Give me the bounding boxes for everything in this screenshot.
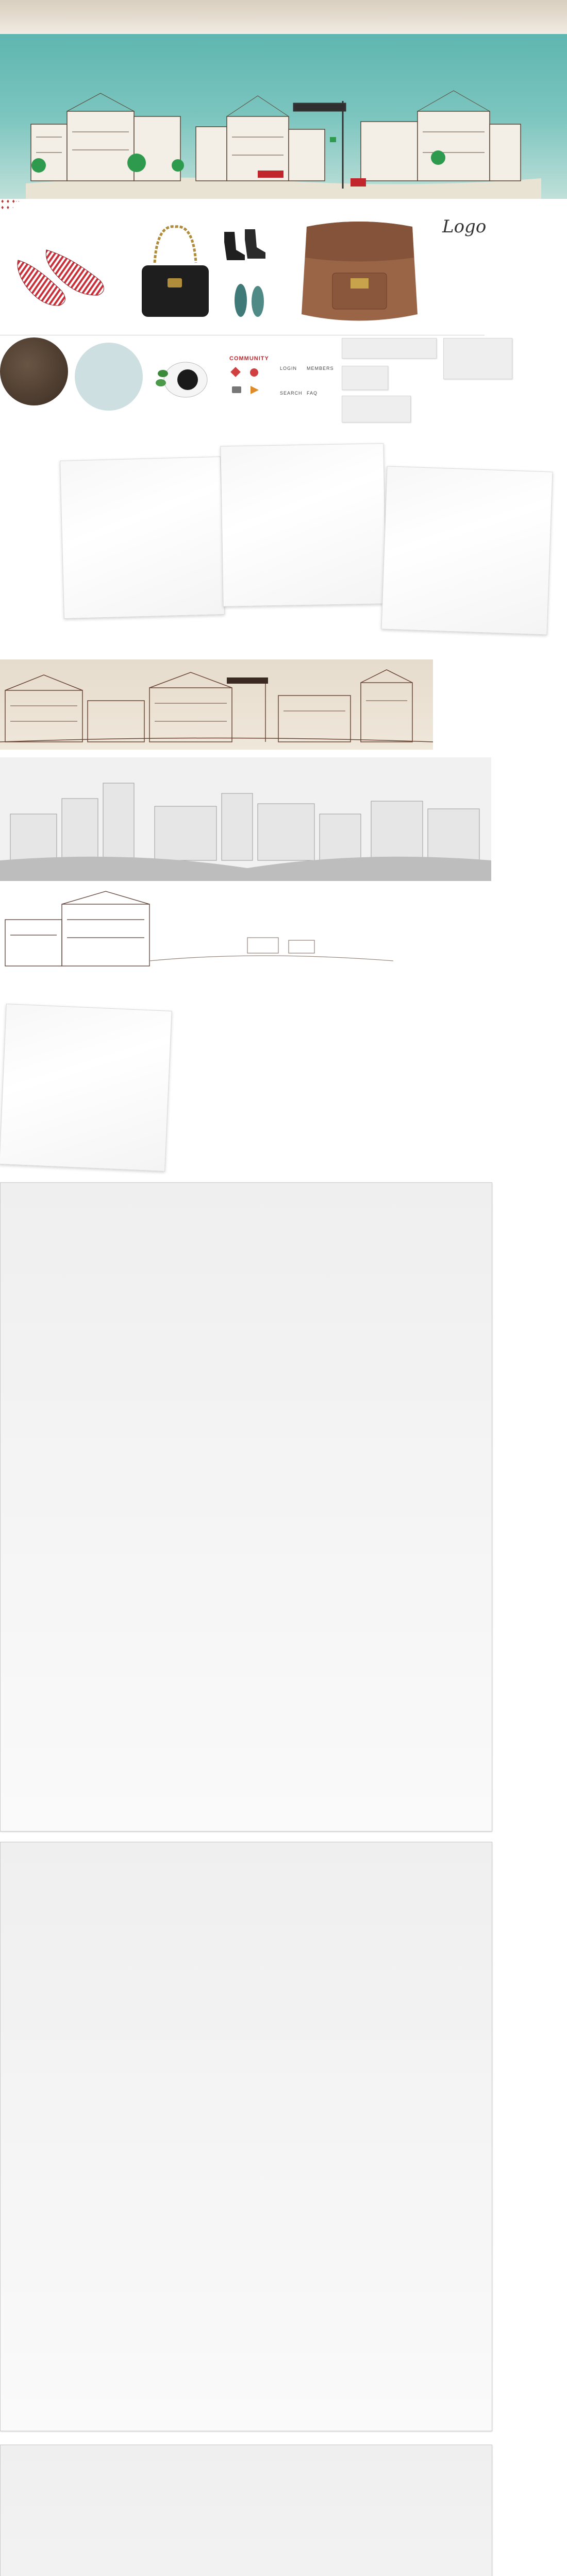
sepia-sketch-illustration xyxy=(0,659,433,750)
grey-box-4[interactable] xyxy=(342,396,411,422)
header-small-text xyxy=(1,198,20,211)
content-panel-2 xyxy=(0,1842,492,2431)
search-link[interactable]: SEARCH xyxy=(280,391,303,396)
photo-frame-2 xyxy=(220,443,386,606)
ink-building-sketch-band xyxy=(0,889,393,976)
faq-link[interactable]: FAQ xyxy=(307,391,318,396)
striped-flats-image[interactable] xyxy=(10,229,113,312)
gift-icon[interactable] xyxy=(250,368,258,377)
city-banner xyxy=(0,34,567,199)
grey-box-2[interactable] xyxy=(443,338,512,379)
small-line-1: ♦ ♦ ♦·· xyxy=(1,198,21,205)
grey-box-3[interactable] xyxy=(342,366,388,390)
pencil-icon[interactable] xyxy=(230,367,241,377)
brown-leather-bag-image[interactable] xyxy=(296,216,423,327)
content-panel-3 xyxy=(0,2445,492,2576)
arrow-icon[interactable] xyxy=(251,386,259,394)
members-link[interactable]: MEMBERS xyxy=(307,366,334,371)
sepia-city-sketch-band xyxy=(0,659,433,750)
grey-box-1[interactable] xyxy=(342,338,437,359)
city-sketch-illustration xyxy=(0,34,567,199)
grey-sketch-illustration xyxy=(0,757,491,881)
content-panel-1 xyxy=(0,1182,492,1832)
light-blue-swatch xyxy=(75,343,143,411)
site-logo[interactable]: Logo xyxy=(442,216,487,237)
header-paper-strip xyxy=(0,0,567,34)
ink-sketch-illustration xyxy=(0,889,393,976)
coffee-cup-icon xyxy=(154,358,210,402)
black-ankle-boots-image[interactable] xyxy=(222,227,268,263)
community-title: COMMUNITY xyxy=(229,355,269,362)
photo-frame-4 xyxy=(0,1004,172,1172)
login-link[interactable]: LOGIN xyxy=(280,366,297,371)
small-line-2: ♦ ♦ · xyxy=(1,205,15,211)
teal-pumps-image[interactable] xyxy=(229,281,271,319)
black-chain-bag-image[interactable] xyxy=(137,222,214,322)
photo-frame-1 xyxy=(60,456,225,619)
brown-texture-swatch xyxy=(0,337,68,405)
grey-city-sketch-band xyxy=(0,757,491,881)
photo-frame-3 xyxy=(381,466,553,635)
monitor-icon[interactable] xyxy=(232,386,241,393)
